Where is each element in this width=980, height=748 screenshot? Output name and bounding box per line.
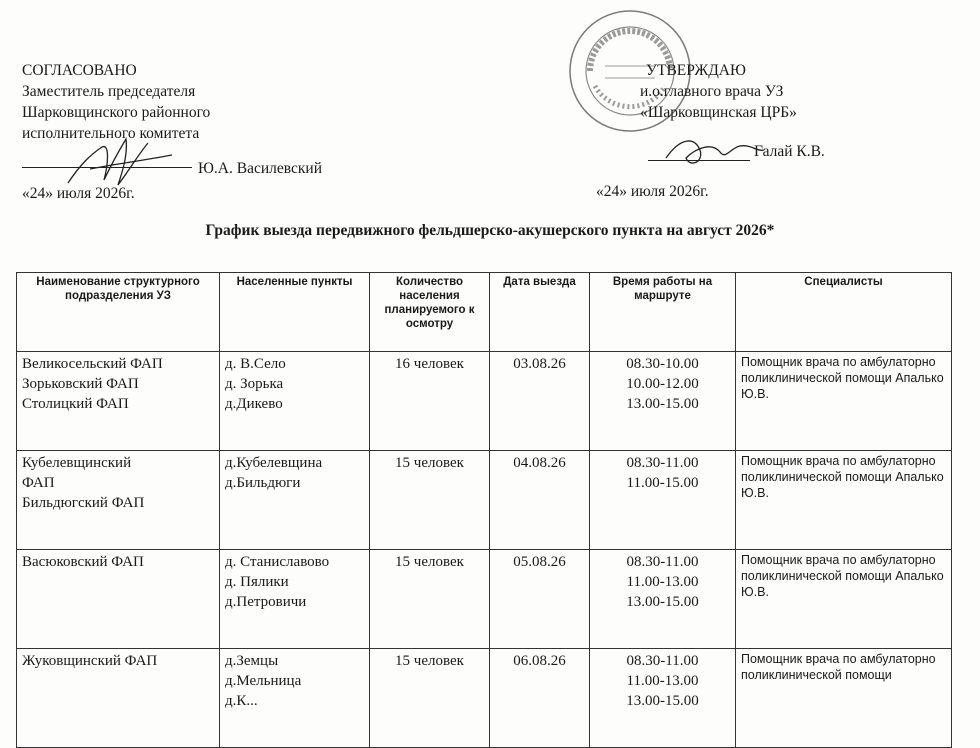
schedule-table: [16, 272, 952, 748]
cell-settlements: [220, 451, 370, 550]
time-slot: 11.00-13.00: [626, 574, 699, 590]
cell-date: 06.08.26: [490, 649, 590, 748]
cell-time: [590, 550, 736, 649]
cell-count: 15 человек: [370, 550, 490, 649]
cell-settlements: [220, 649, 370, 748]
approval-right-block: [640, 60, 797, 123]
table-row: [17, 352, 952, 451]
table-row: [17, 649, 952, 748]
time-slot: 13.00-15.00: [626, 693, 699, 709]
cell-unit: [17, 550, 220, 649]
time-slot: 08.30-11.00: [626, 554, 699, 570]
table-header-row: [17, 273, 952, 352]
header-specialists: Специалисты: [736, 273, 952, 352]
table-row: [17, 550, 952, 649]
cell-unit: [17, 352, 220, 451]
cell-count: 16 человек: [370, 352, 490, 451]
cell-count: 15 человек: [370, 451, 490, 550]
settlement-name: д. В.Село: [225, 356, 286, 372]
settlement-name: д.Дикево: [225, 396, 283, 412]
cell-time: [590, 451, 736, 550]
cell-time: [590, 649, 736, 748]
cell-specialist: Помощник врача по амбулаторно поликлинической помощи Апалько Ю.В.: [736, 352, 952, 451]
time-slot: 10.00-12.00: [626, 376, 699, 392]
signature-left-image: [60, 125, 180, 195]
settlement-name: д. Пялики: [225, 574, 289, 590]
cell-specialist: Помощник врача по амбулаторно поликлинической помощи Апалько Ю.В.: [736, 550, 952, 649]
cell-date: 04.08.26: [490, 451, 590, 550]
unit-name: Васюковский ФАП: [22, 554, 144, 570]
header-date: Дата выезда: [490, 273, 590, 352]
cell-date: 05.08.26: [490, 550, 590, 649]
unit-name: Великосельский ФАП: [22, 356, 163, 372]
settlement-name: д.Бильдюги: [225, 475, 301, 491]
header-count: Количество населения планируемого к осмотру: [370, 273, 490, 352]
approval-right-heading: УТВЕРЖДАЮ: [646, 62, 746, 79]
unit-name: Бильдюгский ФАП: [22, 495, 145, 511]
approval-left-heading: СОГЛАСОВАНО: [22, 62, 137, 79]
header-unit: Наименование структурного подразделения УЗ: [17, 273, 220, 352]
time-slot: 11.00-13.00: [626, 673, 699, 689]
table-row: [17, 451, 952, 550]
cell-specialist: Помощник врача по амбулаторно поликлинической помощи Апалько Ю.В.: [736, 451, 952, 550]
cell-date: 03.08.26: [490, 352, 590, 451]
document-title: График выезда передвижного фельдшерско-акушерского пункта на август 2026*: [205, 222, 775, 239]
unit-name: Жуковщинский ФАП: [22, 653, 158, 669]
header-settlements: Населенные пункты: [220, 273, 370, 352]
settlement-name: д.Земцы: [225, 653, 279, 669]
cell-count: 15 человек: [370, 649, 490, 748]
signer-right: Галай К.В.: [754, 143, 825, 160]
date-left: «24» июля 2026г.: [22, 185, 135, 202]
settlement-name: д. Станиславово: [225, 554, 330, 570]
header-time: Время работы на маршруте: [590, 273, 736, 352]
cell-settlements: [220, 550, 370, 649]
unit-name: Столицкий ФАП: [22, 396, 129, 412]
approval-right-line: и.о.главного врача УЗ: [640, 83, 784, 100]
approval-left-line: Заместитель председателя: [22, 83, 196, 100]
unit-name: ФАП: [22, 475, 55, 491]
time-slot: 11.00-15.00: [626, 475, 699, 491]
time-slot: 08.30-11.00: [626, 455, 699, 471]
date-right: «24» июля 2026г.: [596, 183, 709, 200]
unit-name: Зорьковский ФАП: [22, 376, 139, 392]
settlement-name: д.Петровичи: [225, 594, 307, 610]
unit-name: Кубелевщинский: [22, 455, 132, 471]
settlement-name: д.К...: [225, 693, 258, 709]
time-slot: 08.30-11.00: [626, 653, 699, 669]
signature-right-image: [660, 128, 770, 178]
time-slot: 13.00-15.00: [626, 594, 699, 610]
settlement-name: д. Зорька: [225, 376, 284, 392]
settlement-name: д.Мельница: [225, 673, 302, 689]
time-slot: 13.00-15.00: [626, 396, 699, 412]
cell-specialist: Помощник врача по амбулаторно поликлинической помощи: [736, 649, 952, 748]
cell-unit: [17, 649, 220, 748]
cell-settlements: [220, 352, 370, 451]
signer-left: Ю.А. Василевский: [198, 160, 322, 177]
approval-left-line: исполнительного комитета: [22, 125, 200, 142]
cell-time: [590, 352, 736, 451]
approval-left-line: Шарковщинского районного: [22, 104, 211, 121]
approval-right-line: «Шарковщинская ЦРБ»: [640, 104, 797, 121]
settlement-name: д.Кубелевщина: [225, 455, 323, 471]
cell-unit: [17, 451, 220, 550]
time-slot: 08.30-10.00: [626, 356, 699, 372]
